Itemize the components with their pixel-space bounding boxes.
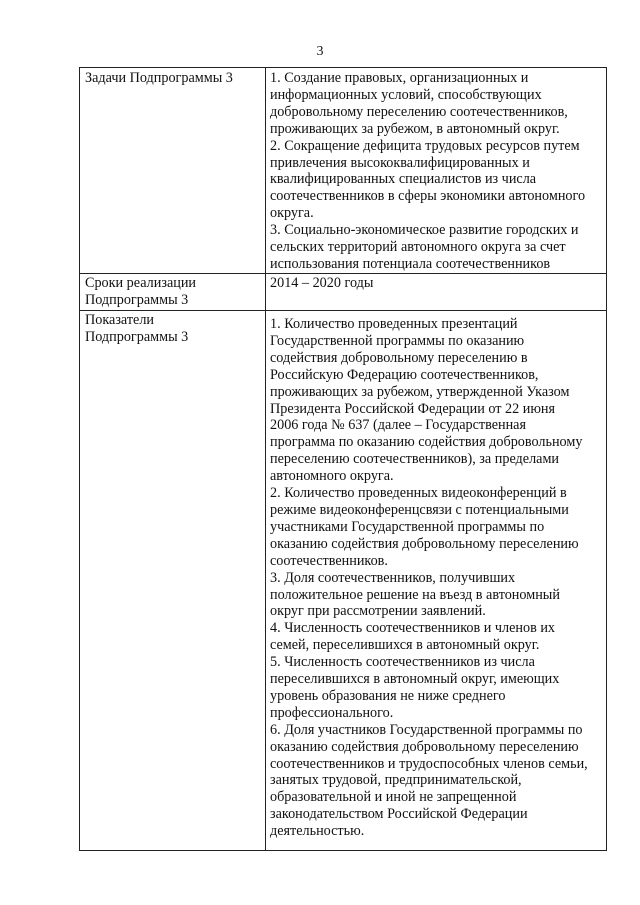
content-line: 2. Сокращение дефицита трудовых ресурсов путем <box>270 137 580 154</box>
row-content-period <box>270 275 604 292</box>
content-line: проживающих за рубежом, в автономный округ. <box>270 120 560 137</box>
content-line: 1. Создание правовых, организационных и <box>270 70 529 86</box>
content-line: содействия добровольному переселению в <box>270 349 528 366</box>
content-line: Государственной программы по оказанию <box>270 332 525 349</box>
label-line: Сроки реализации <box>85 275 197 291</box>
row-label-tasks <box>85 70 261 87</box>
content-line: 3. Доля соотечественников, получивших <box>270 569 516 586</box>
row-divider <box>80 310 606 311</box>
row-divider <box>80 273 606 274</box>
content-line: законодательством Российской Федерации <box>270 806 528 823</box>
content-line: образовательной и иной не запрещенной <box>270 789 517 806</box>
row-label-indicators <box>85 312 261 346</box>
row-content-indicators <box>270 316 604 840</box>
label-line: Подпрограммы 3 <box>85 291 189 308</box>
label-line: Подпрограммы 3 <box>85 328 189 345</box>
content-line: участниками Государственной программы по <box>270 518 545 535</box>
content-line: оказанию содействия добровольному переселению <box>270 535 579 552</box>
content-line: деятельностью. <box>270 823 365 840</box>
content-line: программа по оказанию содействия добровольному <box>270 434 583 451</box>
content-line: переселению соотечественников), за пределами <box>270 451 560 468</box>
content-line: использования потенциала соотечественников <box>270 255 551 272</box>
content-line: 4. Численность соотечественников и членов их <box>270 620 556 637</box>
row-content-tasks <box>270 70 604 273</box>
content-line: сельских территорий автономного округа за счет <box>270 239 566 256</box>
content-line: занятых трудовой, предпринимательской, <box>270 772 522 789</box>
content-line: 2014 – 2020 годы <box>270 275 374 291</box>
page-number: 3 <box>316 44 324 59</box>
content-line: переселившихся в автономный округ, имеющих <box>270 671 560 688</box>
label-line: Задачи Подпрограммы 3 <box>85 70 233 86</box>
content-line: 3. Социально-экономическое развитие городских и <box>270 222 579 239</box>
content-line: округа. <box>270 205 314 222</box>
content-line: семей, переселившихся в автономный округ. <box>270 637 540 654</box>
content-line: оказанию содействия добровольному переселению <box>270 738 579 755</box>
content-line: уровень образования не ниже среднего <box>270 687 506 704</box>
content-line: соотечественников в сферы экономики автономного <box>270 188 586 205</box>
content-line: режиме видеоконференцсвязи с потенциальными <box>270 501 569 518</box>
content-line: 6. Доля участников Государственной программы по <box>270 721 583 738</box>
label-line: Показатели <box>85 312 155 328</box>
content-line: привлечения высококвалифицированных и <box>270 154 530 171</box>
content-line: проживающих за рубежом, утвержденной Указом <box>270 383 570 400</box>
column-divider <box>265 68 266 850</box>
content-line: профессионального. <box>270 704 394 721</box>
content-line: автономного округа. <box>270 468 394 485</box>
row-label-period <box>85 275 261 309</box>
program-table <box>79 67 607 851</box>
content-line: Российскую Федерацию соотечественников, <box>270 366 539 383</box>
content-line: добровольному переселению соотечественников, <box>270 103 568 120</box>
content-line: 2006 года № 637 (далее – Государственная <box>270 417 527 434</box>
content-line: округ при рассмотрении заявлений. <box>270 603 486 620</box>
content-line: 5. Численность соотечественников из числа <box>270 654 535 671</box>
content-line: положительное решение на въезд в автономный <box>270 586 560 603</box>
content-line: 1. Количество проведенных презентаций <box>270 316 518 332</box>
content-line: информационных условий, способствующих <box>270 86 542 103</box>
content-line: 2. Количество проведенных видеоконференций в <box>270 485 567 502</box>
content-line: соотечественников и трудоспособных членов семьи, <box>270 755 588 772</box>
content-line: соотечественников. <box>270 552 388 569</box>
content-line: квалифицированных специалистов из числа <box>270 171 537 188</box>
content-line: Президента Российской Федерации от 22 июня <box>270 400 556 417</box>
